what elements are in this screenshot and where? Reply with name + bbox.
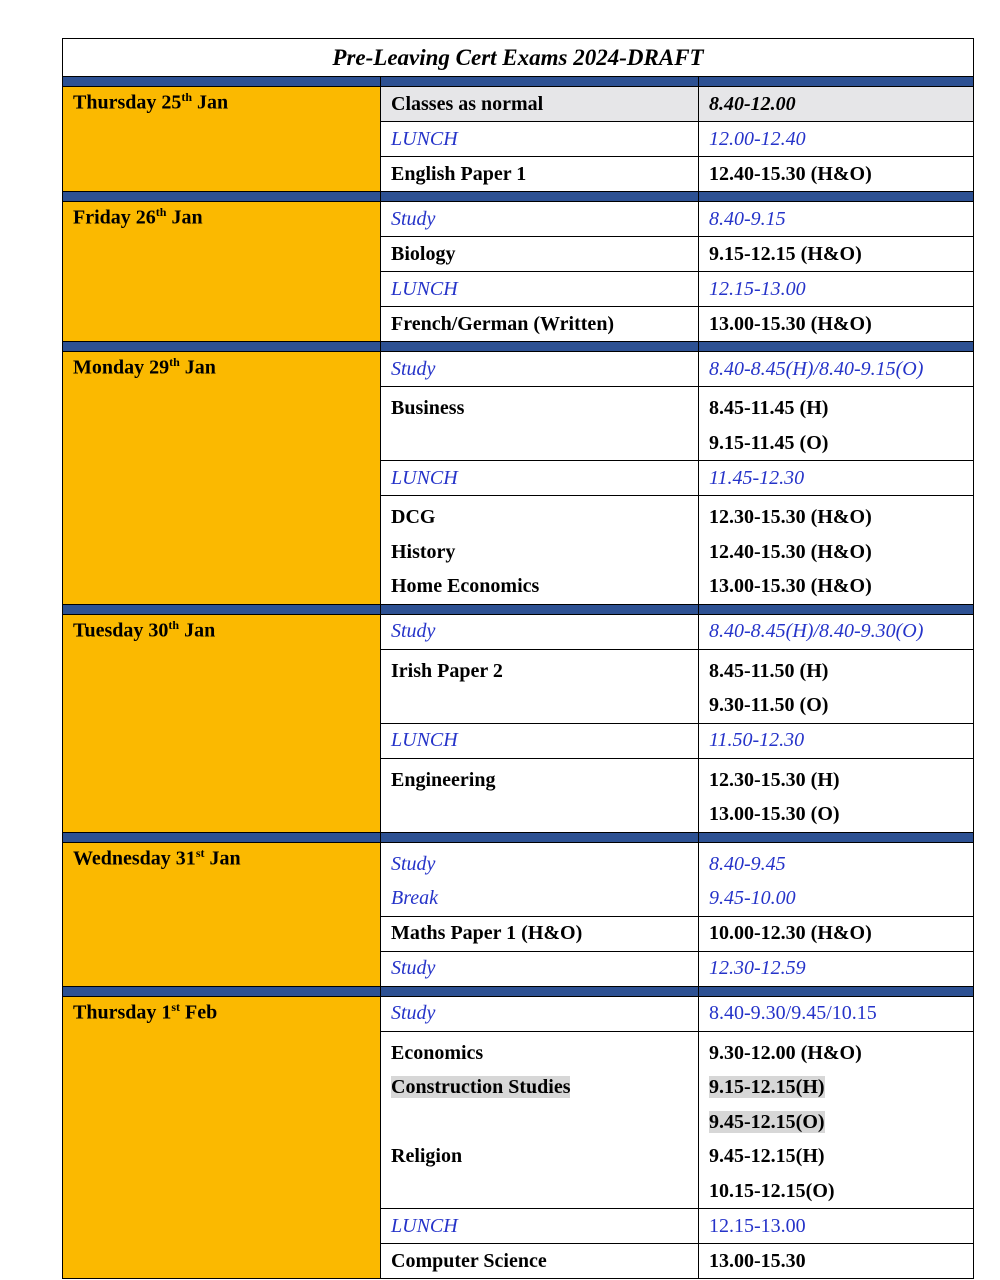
separator-cell	[699, 604, 974, 614]
subject-list	[391, 391, 688, 460]
subject-text: Engineering	[391, 768, 496, 791]
time-value	[709, 957, 963, 980]
subject-cell	[381, 614, 699, 649]
timetable-body	[63, 39, 974, 1279]
subject-list	[391, 620, 688, 643]
schedule-row	[63, 202, 974, 237]
time-text: 8.40-8.45(H)/8.40-9.30(O)	[709, 620, 924, 642]
time-cell	[699, 307, 974, 342]
subject-cell	[381, 951, 699, 986]
time-list	[709, 1036, 963, 1209]
schedule-row	[63, 842, 974, 916]
time-text: 12.40-15.30 (H&O)	[709, 162, 872, 185]
subject-text: DCG	[391, 506, 436, 528]
time-text: 9.15-12.15 (H&O)	[709, 242, 862, 265]
time-value	[709, 729, 963, 752]
time-cell	[699, 649, 974, 723]
subject-text: French/German (Written)	[391, 312, 615, 335]
subject-text: LUNCH	[391, 277, 458, 300]
subject-list	[391, 1250, 688, 1273]
time-list	[709, 313, 963, 336]
time-text: 9.45-12.15(H)	[709, 1145, 825, 1167]
time-list	[709, 243, 963, 266]
day-separator	[63, 342, 974, 352]
time-cell	[699, 87, 974, 122]
day-label: Wednesday 31	[73, 847, 196, 870]
time-text: 9.30-11.50 (O)	[709, 694, 829, 716]
time-cell	[699, 758, 974, 832]
subject-cell	[381, 758, 699, 832]
separator-cell	[381, 986, 699, 996]
day-cell	[63, 842, 381, 986]
time-value	[709, 620, 963, 643]
time-text: 8.40-12.00	[709, 92, 796, 115]
time-text: 9.45-12.15(O)	[709, 1110, 825, 1133]
subject-list	[391, 1036, 688, 1209]
subject-list	[391, 278, 688, 301]
subject-cell	[381, 996, 699, 1031]
subject-name	[391, 881, 688, 916]
subject-name	[391, 1139, 688, 1174]
separator-cell	[381, 192, 699, 202]
subject-text: Study	[391, 957, 436, 979]
subject-text: LUNCH	[391, 1214, 458, 1237]
subject-name	[391, 358, 688, 381]
time-value	[709, 163, 963, 186]
subject-list	[391, 729, 688, 752]
time-text: 8.45-11.45 (H)	[709, 397, 829, 419]
subject-cell	[381, 496, 699, 605]
subject-list	[391, 208, 688, 231]
subject-list	[391, 243, 688, 266]
day-month: Feb	[180, 1001, 218, 1024]
subject-text: Study	[391, 1002, 436, 1024]
time-cell	[699, 352, 974, 387]
subject-text: Home Economics	[391, 575, 540, 597]
subject-name	[391, 535, 688, 570]
time-list	[709, 278, 963, 301]
subject-name	[391, 620, 688, 643]
time-text: 8.40-9.15	[709, 207, 786, 230]
day-month: Jan	[192, 91, 229, 114]
time-value	[709, 313, 963, 336]
subject-text: Business	[391, 397, 465, 419]
day-month: Jan	[179, 356, 216, 379]
time-cell	[699, 237, 974, 272]
exam-timetable	[62, 38, 973, 1279]
time-list	[709, 500, 963, 604]
time-list	[709, 847, 963, 916]
time-cell	[699, 842, 974, 916]
separator-cell	[381, 342, 699, 352]
time-value	[709, 535, 963, 570]
day-label: Thursday 1	[73, 1001, 172, 1024]
subject-cell	[381, 307, 699, 342]
subject-cell	[381, 272, 699, 307]
time-list	[709, 1002, 963, 1025]
subject-text: Biology	[391, 242, 456, 265]
time-cell	[699, 951, 974, 986]
time-value	[709, 688, 963, 723]
day-cell	[63, 996, 381, 1279]
subject-cell	[381, 723, 699, 758]
time-text: 12.30-15.30 (H&O)	[709, 506, 872, 528]
subject-name	[391, 426, 688, 461]
time-text: 9.15-12.15(H)	[709, 1076, 825, 1098]
time-value	[709, 1250, 963, 1273]
subject-cell	[381, 122, 699, 157]
time-cell	[699, 496, 974, 605]
day-label: Thursday 25	[73, 91, 182, 114]
time-text: 8.40-9.45	[709, 852, 786, 875]
time-value	[709, 1070, 963, 1105]
subject-text: Study	[391, 357, 436, 380]
time-cell	[699, 1244, 974, 1279]
subject-name	[391, 1174, 688, 1209]
time-text: 10.00-12.30 (H&O)	[709, 922, 872, 944]
day-separator	[63, 192, 974, 202]
time-cell	[699, 1209, 974, 1244]
time-value	[709, 1002, 963, 1025]
separator-cell	[699, 832, 974, 842]
time-value	[709, 467, 963, 490]
subject-cell	[381, 352, 699, 387]
subject-name	[391, 243, 688, 266]
subject-name	[391, 569, 688, 604]
time-cell	[699, 387, 974, 461]
schedule-row	[63, 614, 974, 649]
time-list	[709, 208, 963, 231]
day-label: Friday 26	[73, 206, 156, 229]
time-cell	[699, 996, 974, 1031]
time-text: 11.50-12.30	[709, 729, 805, 751]
separator-cell	[63, 986, 381, 996]
subject-name	[391, 208, 688, 231]
separator-cell	[381, 832, 699, 842]
time-text: 12.30-15.30 (H)	[709, 768, 840, 791]
separator-cell	[63, 192, 381, 202]
time-text: 8.40-9.30/9.45/10.15	[709, 1002, 877, 1024]
subject-name	[391, 922, 688, 945]
subject-name	[391, 313, 688, 336]
time-text: 12.15-13.00	[709, 1214, 806, 1237]
day-separator	[63, 604, 974, 614]
day-ordinal: st	[171, 999, 181, 1014]
subject-list	[391, 922, 688, 945]
day-ordinal: th	[155, 205, 167, 219]
time-list	[709, 391, 963, 460]
subject-text: Study	[391, 207, 436, 230]
subject-text: Classes as normal	[391, 92, 544, 115]
time-value	[709, 922, 963, 945]
time-list	[709, 1215, 963, 1238]
subject-list	[391, 1002, 688, 1025]
day-separator	[63, 986, 974, 996]
subject-name	[391, 797, 688, 832]
time-list	[709, 358, 963, 381]
time-value	[709, 763, 963, 798]
day-month: Jan	[179, 619, 216, 642]
time-value	[709, 358, 963, 381]
subject-text: Maths Paper 1 (H&O)	[391, 922, 583, 944]
time-cell	[699, 202, 974, 237]
subject-cell	[381, 87, 699, 122]
timetable-table	[62, 38, 974, 1279]
subject-name	[391, 957, 688, 980]
subject-text: LUNCH	[391, 127, 458, 150]
subject-name	[391, 729, 688, 752]
day-separator	[63, 832, 974, 842]
time-cell	[699, 1031, 974, 1209]
time-value	[709, 93, 963, 116]
subject-name	[391, 847, 688, 882]
separator-cell	[699, 77, 974, 87]
subject-cell	[381, 916, 699, 951]
subject-name	[391, 93, 688, 116]
subject-name	[391, 278, 688, 301]
time-cell	[699, 272, 974, 307]
subject-text: Irish Paper 2	[391, 659, 503, 682]
time-text: 12.30-12.59	[709, 957, 806, 979]
subject-name	[391, 391, 688, 426]
subject-list	[391, 763, 688, 832]
page-title: Pre-Leaving Cert Exams 2024-DRAFT	[63, 39, 974, 77]
time-list	[709, 729, 963, 752]
subject-name	[391, 1215, 688, 1238]
time-value	[709, 128, 963, 151]
time-value	[709, 569, 963, 604]
subject-cell	[381, 842, 699, 916]
time-list	[709, 1250, 963, 1273]
subject-text: Break	[391, 887, 439, 909]
subject-text: English Paper 1	[391, 162, 527, 185]
time-value	[709, 797, 963, 832]
day-cell	[63, 87, 381, 192]
time-text: 12.40-15.30 (H&O)	[709, 540, 872, 563]
time-text: 13.00-15.30 (H&O)	[709, 312, 872, 335]
separator-cell	[381, 77, 699, 87]
time-text: 9.30-12.00 (H&O)	[709, 1041, 862, 1064]
subject-name	[391, 1036, 688, 1071]
subject-cell	[381, 237, 699, 272]
time-text: 13.00-15.30	[709, 1249, 806, 1272]
subject-text: Study	[391, 620, 436, 642]
time-value	[709, 1215, 963, 1238]
subject-list	[391, 163, 688, 186]
time-cell	[699, 723, 974, 758]
subject-text: Religion	[391, 1145, 463, 1167]
separator-cell	[381, 604, 699, 614]
subject-cell	[381, 157, 699, 192]
subject-list	[391, 467, 688, 490]
separator-cell	[63, 832, 381, 842]
time-cell	[699, 461, 974, 496]
subject-list	[391, 1215, 688, 1238]
subject-name	[391, 1002, 688, 1025]
time-text: 13.00-15.30 (O)	[709, 803, 840, 825]
subject-list	[391, 93, 688, 116]
time-value	[709, 426, 963, 461]
day-ordinal: th	[181, 90, 193, 104]
time-list	[709, 93, 963, 116]
time-list	[709, 922, 963, 945]
time-list	[709, 763, 963, 832]
subject-list	[391, 128, 688, 151]
subject-list	[391, 847, 688, 916]
subject-name	[391, 500, 688, 535]
time-value	[709, 1105, 963, 1140]
subject-text: Economics	[391, 1041, 484, 1064]
time-text: 9.15-11.45 (O)	[709, 431, 829, 454]
subject-cell	[381, 1244, 699, 1279]
time-value	[709, 278, 963, 301]
subject-name	[391, 1105, 688, 1140]
time-text: 8.40-8.45(H)/8.40-9.15(O)	[709, 357, 924, 380]
separator-cell	[63, 77, 381, 87]
subject-cell	[381, 1031, 699, 1209]
subject-text: LUNCH	[391, 729, 458, 751]
time-text: 10.15-12.15(O)	[709, 1179, 835, 1202]
subject-text: Study	[391, 852, 436, 875]
time-cell	[699, 916, 974, 951]
subject-cell	[381, 649, 699, 723]
time-value	[709, 243, 963, 266]
subject-name	[391, 763, 688, 798]
subject-text: LUNCH	[391, 466, 458, 489]
subject-name	[391, 163, 688, 186]
schedule-row	[63, 352, 974, 387]
subject-name	[391, 1250, 688, 1273]
time-value	[709, 847, 963, 882]
day-label: Tuesday 30	[73, 619, 169, 642]
subject-list	[391, 500, 688, 604]
subject-text: History	[391, 540, 456, 563]
time-text: 11.45-12.30	[709, 466, 805, 489]
time-value	[709, 500, 963, 535]
separator-cell	[699, 986, 974, 996]
subject-name	[391, 128, 688, 151]
time-text: 9.45-10.00	[709, 887, 796, 909]
subject-name	[391, 654, 688, 689]
time-value	[709, 208, 963, 231]
separator-cell	[699, 342, 974, 352]
day-ordinal: th	[169, 355, 180, 369]
time-text: 12.15-13.00	[709, 277, 806, 300]
day-cell	[63, 614, 381, 832]
subject-cell	[381, 387, 699, 461]
subject-cell	[381, 202, 699, 237]
time-value	[709, 881, 963, 916]
subject-text: Computer Science	[391, 1249, 547, 1272]
day-month: Jan	[166, 206, 203, 229]
subject-text: Construction Studies	[391, 1076, 571, 1098]
time-cell	[699, 157, 974, 192]
time-list	[709, 620, 963, 643]
subject-cell	[381, 461, 699, 496]
subject-name	[391, 1070, 688, 1105]
subject-list	[391, 313, 688, 336]
day-separator	[63, 77, 974, 87]
time-text: 13.00-15.30 (H&O)	[709, 575, 872, 597]
day-label: Monday 29	[73, 356, 170, 379]
time-text: 12.00-12.40	[709, 127, 806, 150]
time-value	[709, 1139, 963, 1174]
schedule-row	[63, 87, 974, 122]
separator-cell	[63, 604, 381, 614]
time-text: 8.45-11.50 (H)	[709, 659, 829, 682]
subject-list	[391, 654, 688, 723]
schedule-row	[63, 996, 974, 1031]
subject-name	[391, 688, 688, 723]
time-cell	[699, 614, 974, 649]
subject-name	[391, 467, 688, 490]
time-value	[709, 654, 963, 689]
time-value	[709, 1036, 963, 1071]
separator-cell	[63, 342, 381, 352]
time-list	[709, 163, 963, 186]
time-list	[709, 957, 963, 980]
day-ordinal: th	[168, 617, 180, 632]
subject-list	[391, 957, 688, 980]
subject-cell	[381, 1209, 699, 1244]
day-cell	[63, 352, 381, 605]
time-list	[709, 654, 963, 723]
day-ordinal: st	[195, 845, 205, 860]
time-cell	[699, 122, 974, 157]
day-cell	[63, 202, 381, 342]
time-value	[709, 1174, 963, 1209]
day-month: Jan	[204, 847, 241, 870]
separator-cell	[699, 192, 974, 202]
subject-list	[391, 358, 688, 381]
time-list	[709, 128, 963, 151]
time-value	[709, 391, 963, 426]
time-list	[709, 467, 963, 490]
title-row	[63, 39, 974, 77]
